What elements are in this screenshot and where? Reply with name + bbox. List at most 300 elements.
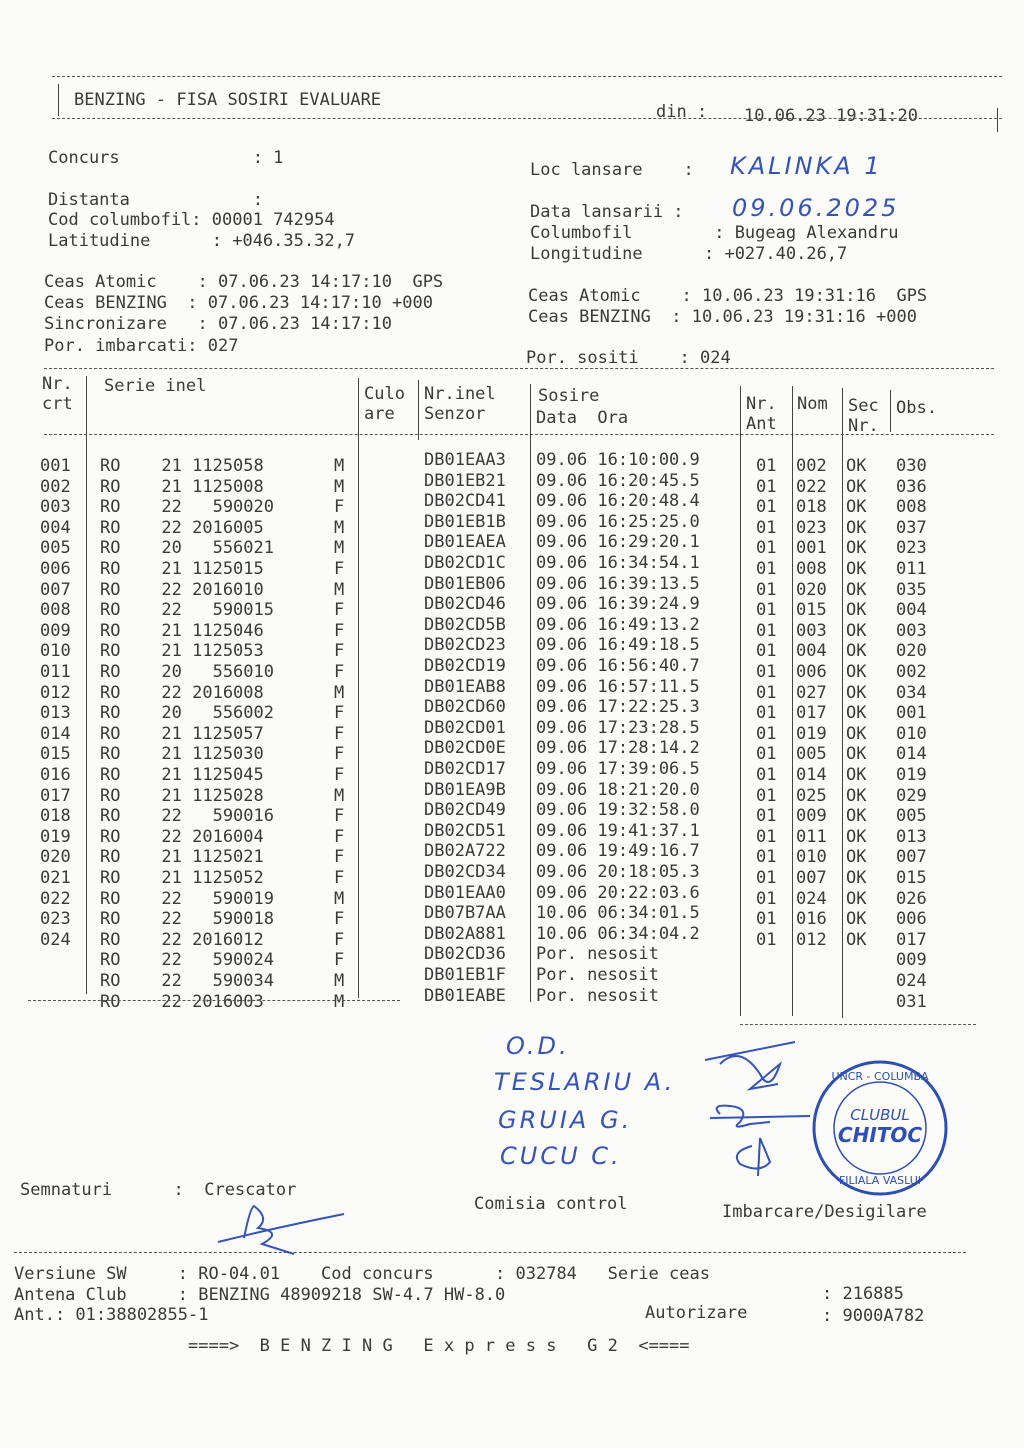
cell-nom: 023 xyxy=(796,517,827,538)
cell-nom: 018 xyxy=(796,497,827,518)
cell-sosire: 09.06 16:49:13.2 xyxy=(536,614,700,635)
cell-ring: RO 21 1125052 xyxy=(100,868,264,888)
cell-ant: 01 xyxy=(756,476,777,497)
cell-crt: 014 xyxy=(40,723,71,744)
cell-crt: 018 xyxy=(40,806,71,827)
header-top-rule xyxy=(52,76,1002,77)
cell-nom: 004 xyxy=(796,641,827,662)
cell-nom: 011 xyxy=(796,826,827,847)
cell-sex: F xyxy=(334,826,345,847)
cell-sosire: 09.06 16:39:24.9 xyxy=(536,594,700,615)
cell-sex: F xyxy=(334,950,345,971)
cell-ring: RO 21 1125058 xyxy=(100,456,264,476)
col-culoare-2: are xyxy=(364,404,395,424)
cell-crt: 012 xyxy=(40,682,71,703)
loc-lansare-label: Loc lansare : xyxy=(530,160,694,180)
stamp-line-2: CHITOC xyxy=(837,1123,923,1147)
cell-obs: 002 xyxy=(896,662,927,682)
cell-sex: F xyxy=(334,620,345,641)
cell-senzor: DB01EB21 xyxy=(424,470,506,491)
cell-senzor: DB02CD17 xyxy=(424,759,506,779)
cell-crt: 015 xyxy=(40,744,71,765)
cell-crt: 005 xyxy=(40,538,71,559)
col-data-ora: Data Ora xyxy=(536,408,629,428)
cell-senzor: DB02CD41 xyxy=(424,491,506,512)
cell-sosire: 09.06 20:22:03.6 xyxy=(536,882,700,903)
cell-ant: 01 xyxy=(756,641,777,662)
distanta: Distanta : xyxy=(48,190,263,210)
cell-sec: OK xyxy=(846,456,867,476)
col-sec: Sec xyxy=(848,396,879,416)
table-top-rule xyxy=(44,368,994,369)
cell-ant: 01 xyxy=(756,929,777,950)
cell-sosire: 09.06 16:57:11.5 xyxy=(536,676,700,697)
stamp-line-1: CLUBUL xyxy=(850,1106,910,1124)
header-bottom-rule xyxy=(52,118,1002,119)
cell-ant: 01 xyxy=(756,826,777,847)
cell-sex: F xyxy=(334,703,345,724)
ceas-atomic-left: Ceas Atomic : 07.06.23 14:17:10 GPS xyxy=(44,272,444,292)
benzing-express-banner: ====> B E N Z I N G E x p r e s s G 2 <==== xyxy=(188,1336,690,1356)
ceas-benzing-left: Ceas BENZING : 07.06.23 14:17:10 +000 xyxy=(44,293,433,313)
cell-sosire: 09.06 19:49:16.7 xyxy=(536,841,700,862)
cell-sec: OK xyxy=(846,909,867,930)
cell-obs: 009 xyxy=(896,950,927,971)
cell-senzor: DB01EB1F xyxy=(424,965,506,985)
cell-crt: 001 xyxy=(40,456,71,476)
cell-ring: RO 22 2016010 xyxy=(100,579,264,600)
cell-obs: 020 xyxy=(896,641,927,662)
cell-nom: 027 xyxy=(796,682,827,703)
cell-sex: M xyxy=(334,456,345,476)
cell-nom: 009 xyxy=(796,806,827,827)
cell-sec: OK xyxy=(846,476,867,497)
cell-senzor: DB02CD5B xyxy=(424,614,506,635)
cell-sex: F xyxy=(334,641,345,662)
data-lansarii-label: Data lansarii : xyxy=(530,202,684,222)
cell-ring: RO 22 590034 xyxy=(100,971,274,991)
concurs: Concurs : 1 xyxy=(48,148,284,168)
cell-ant: 01 xyxy=(756,744,777,765)
cell-sex: M xyxy=(334,785,345,806)
cell-crt: 024 xyxy=(40,929,71,950)
cell-ring: RO 21 1125057 xyxy=(100,723,264,744)
cell-crt: 006 xyxy=(40,559,71,579)
cell-obs: 011 xyxy=(896,559,927,579)
cell-ring: RO 22 2016008 xyxy=(100,682,264,703)
col-crt: crt xyxy=(42,394,73,414)
cell-nom: 019 xyxy=(796,723,827,744)
cell-sex: M xyxy=(334,682,345,703)
cell-crt: 016 xyxy=(40,765,71,785)
cell-senzor: DB02CD49 xyxy=(424,800,506,821)
sincronizare: Sincronizare : 07.06.23 14:17:10 xyxy=(44,314,392,334)
cell-sosire: Por. nesosit xyxy=(536,944,659,965)
comisia-control: Comisia control xyxy=(474,1194,628,1214)
cell-nom: 025 xyxy=(796,785,827,806)
cell-nom: 002 xyxy=(796,456,827,476)
col-nr-ant: Nr. xyxy=(746,394,777,414)
cell-ring: RO 21 1125028 xyxy=(100,785,264,806)
header-right-bar xyxy=(997,108,998,132)
cell-sosire: 09.06 16:39:13.5 xyxy=(536,573,700,594)
cell-sosire: 09.06 16:56:40.7 xyxy=(536,656,700,676)
cell-ring: RO 22 590019 xyxy=(100,888,274,909)
cell-ring: RO 21 1125008 xyxy=(100,476,264,497)
cell-sec: OK xyxy=(846,600,867,621)
cell-sex: M xyxy=(334,476,345,497)
cell-obs: 029 xyxy=(896,785,927,806)
cell-senzor: DB07B7AA xyxy=(424,903,506,924)
col-ant: Ant xyxy=(746,414,777,434)
cell-obs: 036 xyxy=(896,476,927,497)
col-sosire: Sosire xyxy=(538,386,600,406)
cell-sec: OK xyxy=(846,641,867,662)
cell-sec: OK xyxy=(846,682,867,703)
cell-obs: 019 xyxy=(896,765,927,785)
cell-nom: 006 xyxy=(796,662,827,682)
columbofil: Columbofil : Bugeag Alexandru xyxy=(530,223,899,243)
cell-sec: OK xyxy=(846,703,867,724)
cell-sosire: 09.06 18:21:20.0 xyxy=(536,779,700,800)
cell-ant: 01 xyxy=(756,765,777,785)
cell-senzor: DB01EAA3 xyxy=(424,450,506,470)
cell-obs: 001 xyxy=(896,703,927,724)
cell-senzor: DB01EB06 xyxy=(424,573,506,594)
table-vline-crt xyxy=(86,376,87,994)
cell-ant: 01 xyxy=(756,579,777,600)
cell-sosire: 09.06 19:41:37.1 xyxy=(536,820,700,841)
cell-ring: RO 22 2016012 xyxy=(100,929,264,950)
cell-nom: 001 xyxy=(796,538,827,559)
cell-sosire: 09.06 20:18:05.3 xyxy=(536,862,700,882)
cell-sex: F xyxy=(334,497,345,518)
cell-crt: 008 xyxy=(40,600,71,621)
cell-sex: F xyxy=(334,929,345,950)
table-vline-sec xyxy=(890,390,891,432)
imbarcare-desigilare: Imbarcare/Desigilare xyxy=(722,1202,927,1222)
cell-ant: 01 xyxy=(756,868,777,888)
cell-sosire: 09.06 19:32:58.0 xyxy=(536,800,700,821)
cell-sec: OK xyxy=(846,826,867,847)
cell-sex: F xyxy=(334,909,345,930)
autorizare-label: Autorizare xyxy=(645,1303,748,1323)
cell-crt: 004 xyxy=(40,517,71,538)
cell-nom: 005 xyxy=(796,744,827,765)
cell-sec: OK xyxy=(846,765,867,785)
cell-ring: RO 22 2016004 xyxy=(100,826,264,847)
cell-senzor: DB02CD0E xyxy=(424,738,506,759)
antena-club: Antena Club : BENZING 48909218 SW-4.7 HW-8.0 xyxy=(14,1285,506,1305)
antena-id: Ant.: 01:38802855-1 xyxy=(14,1305,209,1325)
cell-sosire: 09.06 16:29:20.1 xyxy=(536,532,700,553)
cell-senzor: DB01EB1B xyxy=(424,511,506,532)
cell-nom: 015 xyxy=(796,600,827,621)
cell-sosire: 10.06 06:34:01.5 xyxy=(536,903,700,924)
handwritten-od: O.D. xyxy=(506,1032,570,1060)
cell-ant: 01 xyxy=(756,559,777,579)
cell-nom: 003 xyxy=(796,620,827,641)
cell-sosire: 10.06 06:34:04.2 xyxy=(536,923,700,944)
cell-crt: 007 xyxy=(40,579,71,600)
cell-ant: 01 xyxy=(756,888,777,909)
cell-crt: 019 xyxy=(40,826,71,847)
cell-sex: F xyxy=(334,723,345,744)
handwritten-member-2: GRUIA G. xyxy=(498,1106,633,1134)
cell-crt: 023 xyxy=(40,909,71,930)
cell-ant: 01 xyxy=(756,538,777,559)
table-vline-nom xyxy=(842,388,843,1018)
cell-sosire: 09.06 17:28:14.2 xyxy=(536,738,700,759)
cell-obs: 014 xyxy=(896,744,927,765)
cell-obs: 034 xyxy=(896,682,927,703)
cell-ant: 01 xyxy=(756,620,777,641)
cell-crt: 013 xyxy=(40,703,71,724)
porumbei-imbarcati: Por. imbarcati: 027 xyxy=(44,336,239,356)
table-vline-serie xyxy=(358,378,359,998)
cell-senzor: DB02CD19 xyxy=(424,656,506,676)
table-vline-sosire xyxy=(740,386,741,1016)
cell-crt: 011 xyxy=(40,662,71,682)
cell-nom: 017 xyxy=(796,703,827,724)
cell-sex: M xyxy=(334,991,345,1012)
cell-sex: M xyxy=(334,538,345,559)
cell-crt: 009 xyxy=(40,620,71,641)
cell-senzor: DB01EA9B xyxy=(424,779,506,800)
cell-ant: 01 xyxy=(756,662,777,682)
cell-ant: 01 xyxy=(756,723,777,744)
cell-ring: RO 20 556021 xyxy=(100,538,274,559)
cell-nom: 020 xyxy=(796,579,827,600)
cell-crt: 002 xyxy=(40,476,71,497)
cell-senzor: DB02CD60 xyxy=(424,697,506,718)
cell-sosire: 09.06 16:49:18.5 xyxy=(536,635,700,656)
cell-senzor: DB01EABE xyxy=(424,985,506,1006)
cell-sosire: 09.06 16:25:25.0 xyxy=(536,511,700,532)
table-bottom-rule-right xyxy=(740,1024,976,1025)
ceas-atomic-right: Ceas Atomic : 10.06.23 19:31:16 GPS xyxy=(528,286,928,306)
cell-ring: RO 22 2016003 xyxy=(100,991,264,1012)
autorizare-value: : 9000A782 xyxy=(822,1306,925,1326)
cell-sec: OK xyxy=(846,785,867,806)
cell-sex: M xyxy=(334,517,345,538)
cell-sec: OK xyxy=(846,806,867,827)
cell-ring: RO 22 590018 xyxy=(100,909,274,930)
cell-ant: 01 xyxy=(756,909,777,930)
cell-obs: 007 xyxy=(896,847,927,868)
cell-sec: OK xyxy=(846,559,867,579)
cell-sosire: Por. nesosit xyxy=(536,965,659,985)
cell-crt: 020 xyxy=(40,847,71,868)
cell-obs: 006 xyxy=(896,909,927,930)
cell-sex: F xyxy=(334,868,345,888)
cell-sec: OK xyxy=(846,744,867,765)
cell-sex: M xyxy=(334,971,345,991)
cell-senzor: DB01EAEA xyxy=(424,532,506,553)
stamp-top-text: UNCR - COLUMBA xyxy=(831,1070,929,1083)
cell-sec: OK xyxy=(846,929,867,950)
cell-nom: 010 xyxy=(796,847,827,868)
cell-obs: 017 xyxy=(896,929,927,950)
cell-senzor: DB02A881 xyxy=(424,923,506,944)
cell-ring: RO 20 556010 xyxy=(100,662,274,682)
stamp-bottom-text: FILIALA VASLUI xyxy=(838,1174,922,1187)
cell-sec: OK xyxy=(846,497,867,518)
serie-ceas-value: : 216885 xyxy=(822,1284,904,1304)
cell-sec: OK xyxy=(846,517,867,538)
cell-sec: OK xyxy=(846,620,867,641)
cell-obs: 010 xyxy=(896,723,927,744)
cell-ring: RO 20 556002 xyxy=(100,703,274,724)
cell-sosire: 09.06 16:20:45.5 xyxy=(536,470,700,491)
col-nom: Nom xyxy=(797,394,828,414)
cell-sex: F xyxy=(334,806,345,827)
ceas-benzing-right: Ceas BENZING : 10.06.23 19:31:16 +000 xyxy=(528,307,917,327)
cell-senzor: DB02CD46 xyxy=(424,594,506,615)
cell-sosire: Por. nesosit xyxy=(536,985,659,1006)
header-left-bar xyxy=(58,84,59,116)
table-header-rule xyxy=(44,434,994,435)
handwritten-member-3: CUCU C. xyxy=(500,1142,622,1170)
cell-sex: M xyxy=(334,888,345,909)
cell-ring: RO 22 2016005 xyxy=(100,517,264,538)
porumbei-sositi: Por. sositi : 024 xyxy=(526,348,731,368)
latitudine: Latitudine : +046.35.32,7 xyxy=(48,231,356,251)
cell-crt: 003 xyxy=(40,497,71,518)
cell-sosire: 09.06 16:34:54.1 xyxy=(536,553,700,573)
cell-ant: 01 xyxy=(756,600,777,621)
cell-senzor: DB01EAA0 xyxy=(424,882,506,903)
table-vline-ant xyxy=(792,386,793,1016)
cell-sosire: 09.06 16:20:48.4 xyxy=(536,491,700,512)
cell-obs: 015 xyxy=(896,868,927,888)
cell-senzor: DB02CD23 xyxy=(424,635,506,656)
cell-sec: OK xyxy=(846,888,867,909)
crescator-signature xyxy=(214,1198,354,1258)
cell-obs: 024 xyxy=(896,971,927,991)
cell-ring: RO 22 590016 xyxy=(100,806,274,827)
cell-senzor: DB02CD1C xyxy=(424,553,506,573)
col-nr-inel: Nr.inel xyxy=(424,384,496,404)
cell-ring: RO 22 590015 xyxy=(100,600,274,621)
cell-ring: RO 22 590024 xyxy=(100,950,274,971)
cell-crt: 022 xyxy=(40,888,71,909)
cell-ring: RO 21 1125015 xyxy=(100,559,264,579)
col-obs: Obs. xyxy=(896,398,937,418)
cell-obs: 013 xyxy=(896,826,927,847)
cell-sec: OK xyxy=(846,538,867,559)
cell-ring: RO 22 590020 xyxy=(100,497,274,518)
cell-sex: F xyxy=(334,765,345,785)
cell-ant: 01 xyxy=(756,806,777,827)
cell-ring: RO 21 1125021 xyxy=(100,847,264,868)
cell-ring: RO 21 1125053 xyxy=(100,641,264,662)
club-stamp xyxy=(810,1058,950,1198)
versiune-sw: Versiune SW : RO-04.01 Cod concurs : 032784 Serie ceas xyxy=(14,1264,710,1284)
cod-columbofil: Cod columbofil: 00001 742954 xyxy=(48,210,335,230)
cell-obs: 005 xyxy=(896,806,927,827)
cell-obs: 037 xyxy=(896,517,927,538)
cell-nom: 007 xyxy=(796,868,827,888)
cell-senzor: DB01EAB8 xyxy=(424,676,506,697)
cell-sex: F xyxy=(334,744,345,765)
cell-senzor: DB02CD51 xyxy=(424,820,506,841)
cell-senzor: DB02A722 xyxy=(424,841,506,862)
col-serie-inel: Serie inel xyxy=(104,376,207,396)
loc-lansare-value: KALINKA 1 xyxy=(730,152,883,180)
col-nr: Nr. xyxy=(42,374,73,394)
cell-obs: 031 xyxy=(896,991,927,1012)
cell-obs: 008 xyxy=(896,497,927,518)
cell-ant: 01 xyxy=(756,703,777,724)
cell-obs: 030 xyxy=(896,456,927,476)
cell-sex: F xyxy=(334,600,345,621)
semnaturi-label: Semnaturi : Crescator xyxy=(20,1180,297,1200)
cell-sosire: 09.06 17:39:06.5 xyxy=(536,759,700,779)
document-title: BENZING - FISA SOSIRI EVALUARE xyxy=(74,90,382,110)
cell-senzor: DB02CD36 xyxy=(424,944,506,965)
din-label: din : xyxy=(656,102,708,122)
cell-obs: 026 xyxy=(896,888,927,909)
cell-sec: OK xyxy=(846,847,867,868)
cell-obs: 035 xyxy=(896,579,927,600)
cell-sec: OK xyxy=(846,662,867,682)
cell-sex: F xyxy=(334,847,345,868)
col-culoare: Culo xyxy=(364,384,405,404)
cell-crt: 017 xyxy=(40,785,71,806)
cell-obs: 003 xyxy=(896,620,927,641)
cell-sosire: 09.06 16:10:00.9 xyxy=(536,450,700,470)
cell-ant: 01 xyxy=(756,517,777,538)
cell-nom: 012 xyxy=(796,929,827,950)
cell-ant: 01 xyxy=(756,785,777,806)
handwritten-member-1: TESLARIU A. xyxy=(494,1068,676,1096)
cell-crt: 021 xyxy=(40,868,71,888)
cell-ring: RO 21 1125045 xyxy=(100,765,264,785)
din-value: 10.06.23 19:31:20 xyxy=(744,106,918,126)
signature-scribbles xyxy=(700,1034,820,1184)
cell-senzor: DB02CD01 xyxy=(424,717,506,738)
cell-sosire: 09.06 17:23:28.5 xyxy=(536,717,700,738)
cell-senzor: DB02CD34 xyxy=(424,862,506,882)
cell-nom: 022 xyxy=(796,476,827,497)
cell-ant: 01 xyxy=(756,497,777,518)
cell-nom: 016 xyxy=(796,909,827,930)
col-senzor: Senzor xyxy=(424,404,486,424)
cell-ant: 01 xyxy=(756,847,777,868)
cell-ant: 01 xyxy=(756,682,777,703)
table-vline-culoare xyxy=(418,380,419,440)
cell-nom: 014 xyxy=(796,765,827,785)
cell-nom: 024 xyxy=(796,888,827,909)
longitudine: Longitudine : +027.40.26,7 xyxy=(530,244,848,264)
cell-sex: M xyxy=(334,579,345,600)
cell-sosire: 09.06 17:22:25.3 xyxy=(536,697,700,718)
cell-sex: F xyxy=(334,662,345,682)
cell-nom: 008 xyxy=(796,559,827,579)
table-bottom-rule-left xyxy=(28,1000,400,1001)
cell-crt: 010 xyxy=(40,641,71,662)
data-lansarii-value: 09.06.2025 xyxy=(732,194,900,222)
cell-sex: F xyxy=(334,559,345,579)
cell-sec: OK xyxy=(846,723,867,744)
cell-ant: 01 xyxy=(756,456,777,476)
footer-rule xyxy=(14,1252,966,1253)
cell-obs: 023 xyxy=(896,538,927,559)
cell-sec: OK xyxy=(846,579,867,600)
cell-obs: 004 xyxy=(896,600,927,621)
table-vline-senzor xyxy=(530,384,531,1002)
